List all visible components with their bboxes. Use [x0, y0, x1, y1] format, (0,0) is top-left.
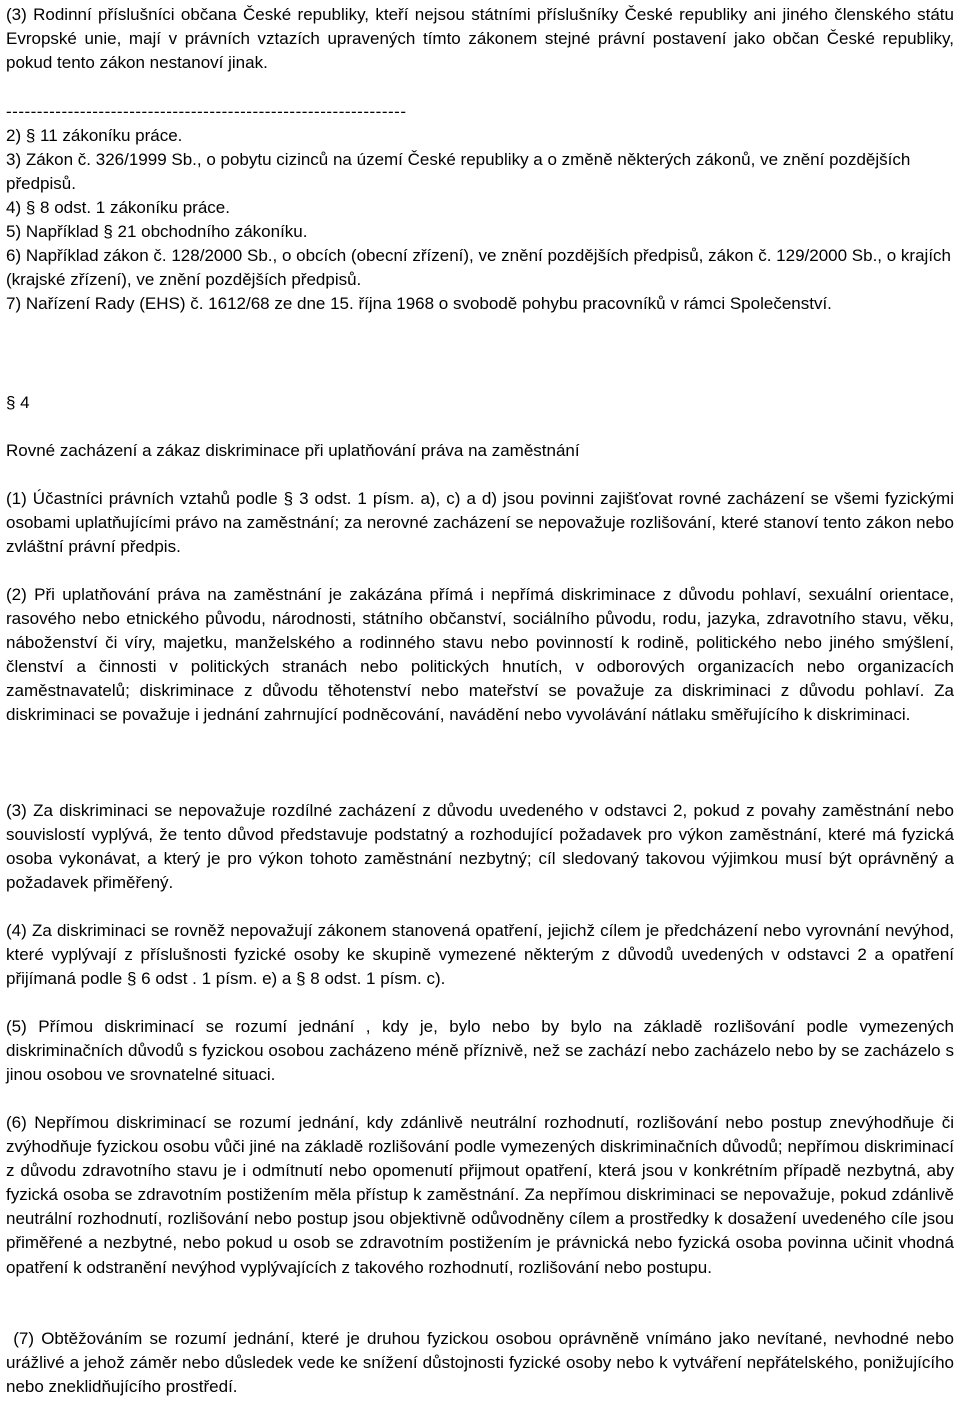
paragraph-4: (4) Za diskriminaci se rovněž nepovažují zákonem stanovená opatření, jejichž cílem je předcházení nebo vyrovnání nevýhod, které vyplývají z příslušnosti fyzické osoby ke skupině vymezené některým z důvodů uvedených v odstavci 2 a opatření přijímaná podle § 6 odst . 1 písm. e) a § 8 odst. 1 písm. c).	[6, 921, 954, 989]
paragraph-6: (6) Nepřímou diskriminací se rozumí jednání, kdy zdánlivě neutrální rozhodnutí, rozlišování nebo postup znevýhodňuje či zvýhodňuje fyzickou osobu vůči jiné na základě rozlišování podle vymezených diskriminačních důvodů; nepřímou diskriminací z důvodu zdravotního stavu je i odmítnutí nebo opomenutí přijmout opatření, která jsou v konkrétním případě nezbytná, aby fyzická osoba se zdravotním postižením měla přístup k zaměstnání. Za nepřímou diskriminaci se nepovažuje, pokud zdánlivě neutrální rozhodnutí, rozlišování nebo postup jsou objektivně odůvodněny cílem a prostředky k dosažení uvedeného cíle jsou přiměřené a nezbytné, nebo pokud u osob se zdravotním postižením je právnická nebo fyzická osoba povinna učinit vhodná opatření k odstranění nevýhod vyplývajících z takového rozhodnutí, rozlišování nebo postupu.	[6, 1113, 954, 1277]
footnote-5: 5) Například § 21 obchodního zákoníku.	[6, 222, 308, 241]
section-title: Rovné zacházení a zákaz diskriminace při uplatňování práva na zaměstnání	[6, 441, 580, 460]
paragraph-1: (1) Účastníci právních vztahů podle § 3 odst. 1 písm. a), c) a d) jsou povinni zajišťovat rovné zacházení se všemi fyzickými osobami uplatňujícími právo na zaměstnání; za nerovné zacházení se nepovažuje rozlišování, které stanoví tento zákon nebo zvláštní právní předpis.	[6, 489, 954, 557]
section-number: § 4	[6, 393, 30, 412]
paragraph-3-family-members: (3) Rodinní příslušníci občana České republiky, kteří nejsou státními příslušníky České republiky ani jiného členského státu Evropské unie, mají v právních vztazích upravených tímto zákonem stejné právní postavení jako občan České republiky, pokud tento zákon nestanoví jinak.	[6, 5, 954, 73]
footnote-6: 6) Například zákon č. 128/2000 Sb., o obcích (obecní zřízení), ve znění pozdějších předpisů, zákon č. 129/2000 Sb., o krajích (krajské zřízení), ve znění pozdějších předpisů.	[6, 246, 951, 290]
footnote-2: 2) § 11 zákoníku práce.	[6, 126, 183, 145]
paragraph-7: (7) Obtěžováním se rozumí jednání, které je druhou fyzickou osobou oprávněně vnímáno jako nevítané, nevhodné nebo urážlivé a jehož záměr nebo důsledek vede ke snížení důstojnosti fyzické osoby nebo k vytváření nepřátelského, ponižujícího nebo zneklidňujícího prostředí.	[6, 1329, 959, 1397]
paragraph-5: (5) Přímou diskriminací se rozumí jednání , kdy je, bylo nebo by bylo na základě rozlišování podle vymezených diskriminačních důvodů s fyzickou osobou zacházeno méně příznivě, než se zachází nebo zacházelo nebo by se zacházelo s jinou osobou ve srovnatelné situaci.	[6, 1017, 954, 1085]
footnote-4: 4) § 8 odst. 1 zákoníku práce.	[6, 198, 230, 217]
footnote-3: 3) Zákon č. 326/1999 Sb., o pobytu cizinců na území České republiky a o změně některých zákonů, ve znění pozdějších předpisů.	[6, 150, 911, 194]
paragraph-3: (3) Za diskriminaci se nepovažuje rozdílné zacházení z důvodu uvedeného v odstavci 2, pokud z povahy zaměstnání nebo souvislostí vyplývá, že tento důvod představuje podstatný a rozhodující požadavek pro výkon zaměstnání, které má fyzická osoba vykonávat, a který je pro výkon tohoto zaměstnání nezbytný; cíl sledovaný takovou výjimkou musí být oprávněný a požadavek přiměřený.	[6, 801, 954, 893]
footnote-separator: -----------------------------------------------------------------	[6, 102, 407, 121]
footnote-7: 7) Nařízení Rady (EHS) č. 1612/68 ze dne 15. října 1968 o svobodě pohybu pracovníků v rámci Společenství.	[6, 294, 832, 313]
paragraph-2: (2) Při uplatňování práva na zaměstnání je zakázána přímá i nepřímá diskriminace z důvodu pohlaví, sexuální orientace, rasového nebo etnického původu, národnosti, státního občanství, sociálního původu, rodu, jazyka, zdravotního stavu, věku, náboženství či víry, majetku, manželského a rodinného stavu nebo povinností k rodině, politického nebo jiného smýšlení, členství a činnosti v politických stranách nebo politických hnutích, v odborových organizacích nebo organizacích zaměstnavatelů; diskriminace z důvodu těhotenství nebo mateřství se považuje za diskriminaci z důvodu pohlaví. Za diskriminaci se považuje i jednání zahrnující podněcování, navádění nebo vyvolávání nátlaku směřujícího k diskriminaci.	[6, 585, 954, 725]
